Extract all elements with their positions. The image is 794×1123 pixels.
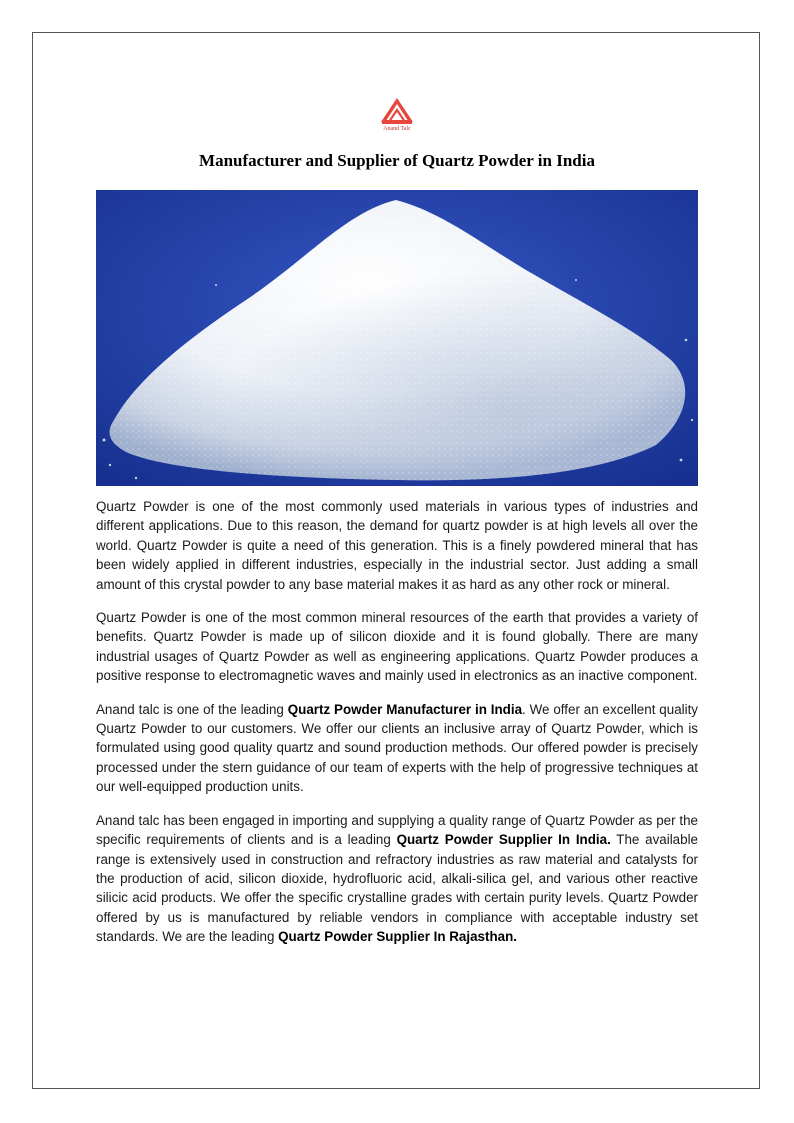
paragraph-4-part1: Anand talc has been engaged in importing and supplying a quality range of Quartz Powder as per the specific requirements of clients and is a leading	[96, 812, 698, 848]
article-body	[96, 497, 698, 961]
paragraph-3-part2: . We offer an excellent quality Quartz Powder to our customers. We offer our clients an inclusive array of Quartz Powder, which is formulated using good quality quartz and sound production methods. Our offered powder is precisely processed under the stern guidance of our team of experts with the help of progressive techniques at our well-equipped production units.	[96, 701, 699, 795]
paragraph-1: Quartz Powder is one of the most commonly used materials in various types of industries and different applications. Due to this reason, the demand for quartz powder is at high levels all over the world. Quartz Powder is quite a need of this generation. This is a finely powdered mineral that has been widely applied in different industries, especially in the industrial sector. Just adding a small amount of this crystal powder to any base material makes it as hard as any other rock or mineral.	[96, 499, 698, 592]
logo-text: Anand Talc	[383, 126, 411, 132]
page-title: Manufacturer and Supplier of Quartz Powder in India	[199, 151, 595, 170]
supplier-rajasthan-keyword: Quartz Powder Supplier In Rajasthan.	[278, 929, 517, 945]
manufacturer-keyword: Quartz Powder Manufacturer in India	[287, 701, 523, 717]
paragraph-3	[96, 700, 698, 797]
paragraph-3-part1: Anand talc is one of the leading	[96, 701, 288, 717]
paragraph-2: Quartz Powder is one of the most common mineral resources of the earth that provides a variety of benefits. Quartz Powder is made up of silicon dioxide and it is found globally. There are many industrial usages of Quartz Powder as well as engineering applications. Quartz Powder produces a positive response to electromagnetic waves and mainly used in electronics as an inactive component.	[96, 610, 698, 684]
paragraph-4-part2: The available range is extensively used in construction and refractory industries as raw material and catalysts for the production of acid, silicon dioxide, hydrofluoric acid, alkali-silica gel, and various other reactive silicic acid products. We offer the specific crystalline grades with certain purity levels. Quartz Powder offered by us is manufactured by reliable vendors in compliance with acceptable industry set standards. We are the leading	[96, 832, 698, 945]
supplier-india-keyword: Quartz Powder Supplier In India.	[396, 832, 611, 848]
paragraph-4	[96, 811, 698, 947]
quartz-powder-image	[96, 190, 698, 486]
company-logo	[378, 96, 416, 132]
